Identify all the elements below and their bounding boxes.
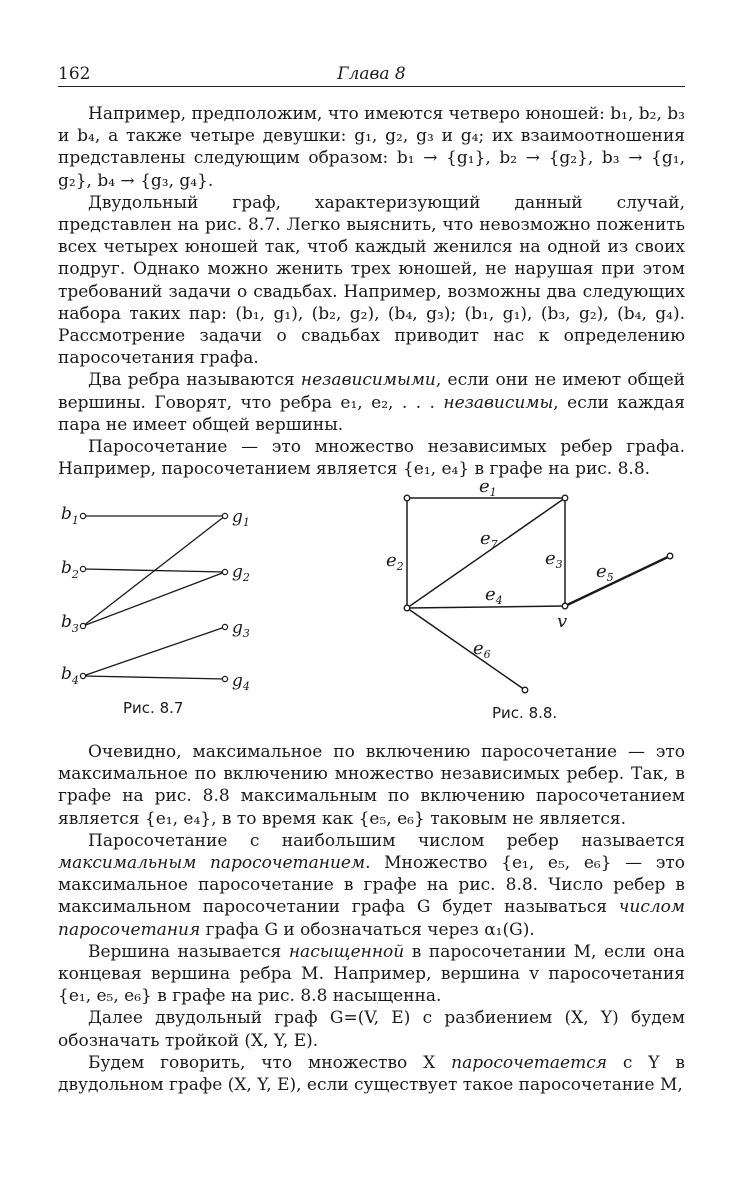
page-header xyxy=(58,64,685,87)
paragraph-matched-set: Будем говорить, что множество X паросочетается с Y в двудольном графе (X, Y, E), если существует такое паросочетание M, xyxy=(58,1052,685,1096)
label-g3: $g_3$ xyxy=(232,618,250,640)
vertex-v xyxy=(562,603,568,609)
paragraph-maximum-matching: Паросочетание с наибольшим числом ребер называется максимальным паросочетанием. Множество {e₁, e₅, e₆} — это максимальное паросочетание в графе на рис. 8.8. Число ребер в максимальном паросочетании графа G будет называться числом паросочетания графа G и обозначаться через α₁(G). xyxy=(58,830,685,940)
figure-8-7 xyxy=(55,495,285,725)
label-b4: $b_4$ xyxy=(61,664,79,687)
vertex-g3 xyxy=(222,624,227,629)
figure-8-8 xyxy=(375,470,695,725)
text-block-bottom xyxy=(58,741,685,1096)
label-g1: $g_1$ xyxy=(232,507,250,529)
edge-b4-g4 xyxy=(83,676,225,679)
label-e3: $e_3$ xyxy=(545,548,563,571)
graph-figure xyxy=(375,470,695,725)
figure-8-7-caption: Рис. 8.7 xyxy=(123,699,184,717)
label-b2: $b_2$ xyxy=(61,558,79,581)
text-block-top xyxy=(58,103,685,480)
paragraph-saturated: Вершина называется насыщенной в паросочетании M, если она концевая вершина ребра M. Например, вершина v паросочетания {e₁, e₅, e₆} в графе на рис. 8.8 насыщенна. xyxy=(58,941,686,1007)
paragraph-bipartite: Двудольный граф, характеризующий данный случай, представлен на рис. 8.7. Легко выяснить, что невозможно поженить всех четырех юношей так, чтоб каждый женился на одной из своих подруг. Однако можно женить трех юношей, не нарушая при этом требований задачи о свадьбах. Например, возможны два следующих набора таких пар: (b₁, g₁), (b₂, g₂), (b₄, g₃); (b₁, g₁), (b₃, g₂), (b₄, g₄). Рассмотрение задачи о свадьбах приводит нас к определению паросочетания графа. xyxy=(58,192,685,369)
vertex-g2 xyxy=(222,569,227,574)
label-e6: $e_6$ xyxy=(473,638,491,661)
label-g4: $g_4$ xyxy=(232,671,250,693)
edge-b4-g3 xyxy=(83,627,225,676)
vertex-top-right xyxy=(562,495,568,501)
label-b3: $b_3$ xyxy=(61,612,79,635)
label-v: v xyxy=(557,611,568,632)
edge-e6 xyxy=(407,608,525,690)
page-number: 162 xyxy=(58,64,91,84)
label-e7: $e_7$ xyxy=(480,528,498,551)
edge-e5 xyxy=(565,556,670,606)
figure-8-8-caption: Рис. 8.8. xyxy=(492,704,558,722)
label-g2: $g_2$ xyxy=(232,562,250,584)
label-e5: $e_5$ xyxy=(596,561,614,584)
chapter-title: Глава 8 xyxy=(337,64,406,84)
bipartite-graph xyxy=(55,495,285,725)
vertex-bottom-left xyxy=(404,605,410,611)
label-b1: $b_1$ xyxy=(61,504,79,527)
paragraph-matching-definition: Паросочетание — это множество независимых ребер графа. Например, паросочетанием является {e₁, e₄} в графе на рис. 8.8. xyxy=(58,437,685,480)
paragraph-bipartite-notation: Далее двудольный граф G=(V, E) с разбиением (X, Y) будем обозначать тройкой (X, Y, E). xyxy=(58,1008,685,1051)
vertex-top-left xyxy=(404,495,410,501)
vertex-b4 xyxy=(80,673,85,678)
vertex-b1 xyxy=(80,513,85,518)
vertex-e6-end xyxy=(522,687,528,693)
label-e4: $e_4$ xyxy=(485,584,503,607)
paragraph-example: Например, предположим, что имеются четверо юношей: b₁, b₂, b₃ и b₄, а также четыре девушки: g₁, g₂, g₃ и g₄; их взаимоотношения представлены следующим образом: b₁ → {g₁}, b₂ → {g₂}, b₃ → {g₁, g₂}, b₄ → {g₃, g₄}. xyxy=(58,104,685,191)
vertex-b2 xyxy=(80,566,85,571)
vertex-g1 xyxy=(222,513,227,518)
paragraph-maximal-matching: Очевидно, максимальное по включению паросочетание — это максимальное по включению множество независимых ребер. Так, в графе на рис. 8.8 максимальным по включению паросочетанием является {e₁, e₄}, в то время как {e₅, e₆} таковым не является. xyxy=(58,742,685,829)
edge-e4 xyxy=(407,606,565,608)
label-e1: $e_1$ xyxy=(479,476,497,499)
vertex-g4 xyxy=(222,676,227,681)
vertex-b3 xyxy=(80,623,85,628)
vertex-e5-end xyxy=(667,553,673,559)
edge-b3-g2 xyxy=(83,572,225,626)
paragraph-independent-edges: Два ребра называются независимыми, если они не имеют общей вершины. Говорят, что ребра e₁, e₂, . . . независимы, если каждая пара не имеет общей вершины. xyxy=(58,370,686,435)
label-e2: $e_2$ xyxy=(386,550,404,573)
